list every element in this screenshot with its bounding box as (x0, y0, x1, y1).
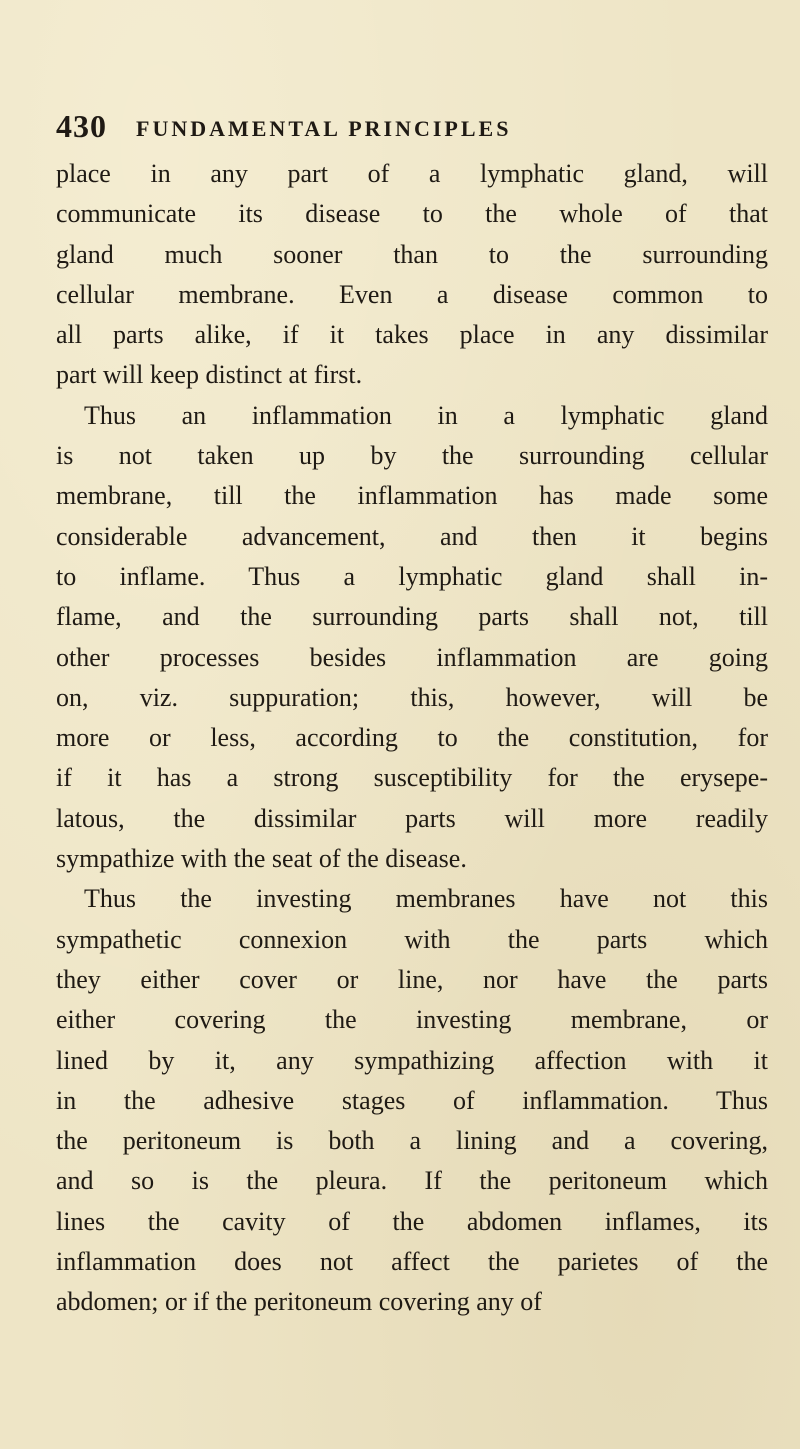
text-line: lined by it, any sympathizing affection with it (56, 1045, 768, 1075)
text-line: in the adhesive stages of inflammation. Thus (56, 1085, 768, 1115)
text-line: inflammation does not affect the parietes of the (56, 1247, 768, 1277)
text-line: part will keep distinct at first. (56, 360, 363, 390)
page-number: 430 (56, 108, 107, 144)
running-head (56, 108, 756, 148)
text-line: sympathetic connexion with the parts which (56, 924, 768, 954)
text-line: if it has a strong susceptibility for the erysepe- (56, 763, 768, 793)
text-line: cellular membrane. Even a disease common to (56, 279, 768, 309)
text-line: gland much sooner than to the surrounding (56, 239, 768, 269)
text-line: either covering the investing membrane, or (56, 1005, 768, 1035)
text-line: flame, and the surrounding parts shall not, till (56, 602, 768, 632)
text-line: considerable advancement, and then it begins (56, 521, 768, 551)
text-line: they either cover or line, nor have the parts (56, 964, 768, 994)
text-line: latous, the dissimilar parts will more readily (56, 803, 768, 833)
text-line: other processes besides inflammation are going (56, 642, 768, 672)
text-line: communicate its disease to the whole of that (56, 199, 768, 229)
body-text (56, 154, 768, 1323)
text-line: Thus an inflammation in a lymphatic gland (84, 400, 768, 430)
text-line: the peritoneum is both a lining and a covering, (56, 1126, 768, 1156)
running-title: FUNDAMENTAL PRINCIPLES (136, 116, 512, 141)
text-line: place in any part of a lymphatic gland, will (56, 159, 768, 188)
text-line: membrane, till the inflammation has made some (56, 481, 768, 511)
text-line: sympathize with the seat of the disease. (56, 844, 467, 874)
text-line: all parts alike, if it takes place in any dissimilar (56, 320, 768, 350)
text-line: Thus the investing membranes have not this (84, 884, 768, 914)
text-line: to inflame. Thus a lymphatic gland shall in- (56, 561, 768, 591)
text-line: more or less, according to the constitution, for (56, 723, 768, 753)
text-line: on, viz. suppuration; this, however, will be (56, 682, 768, 712)
text-line: lines the cavity of the abdomen inflames, its (56, 1206, 768, 1236)
text-line: abdomen; or if the peritoneum covering any of (56, 1287, 542, 1317)
text-line: and so is the pleura. If the peritoneum which (56, 1166, 768, 1196)
text-line: is not taken up by the surrounding cellular (56, 441, 768, 471)
